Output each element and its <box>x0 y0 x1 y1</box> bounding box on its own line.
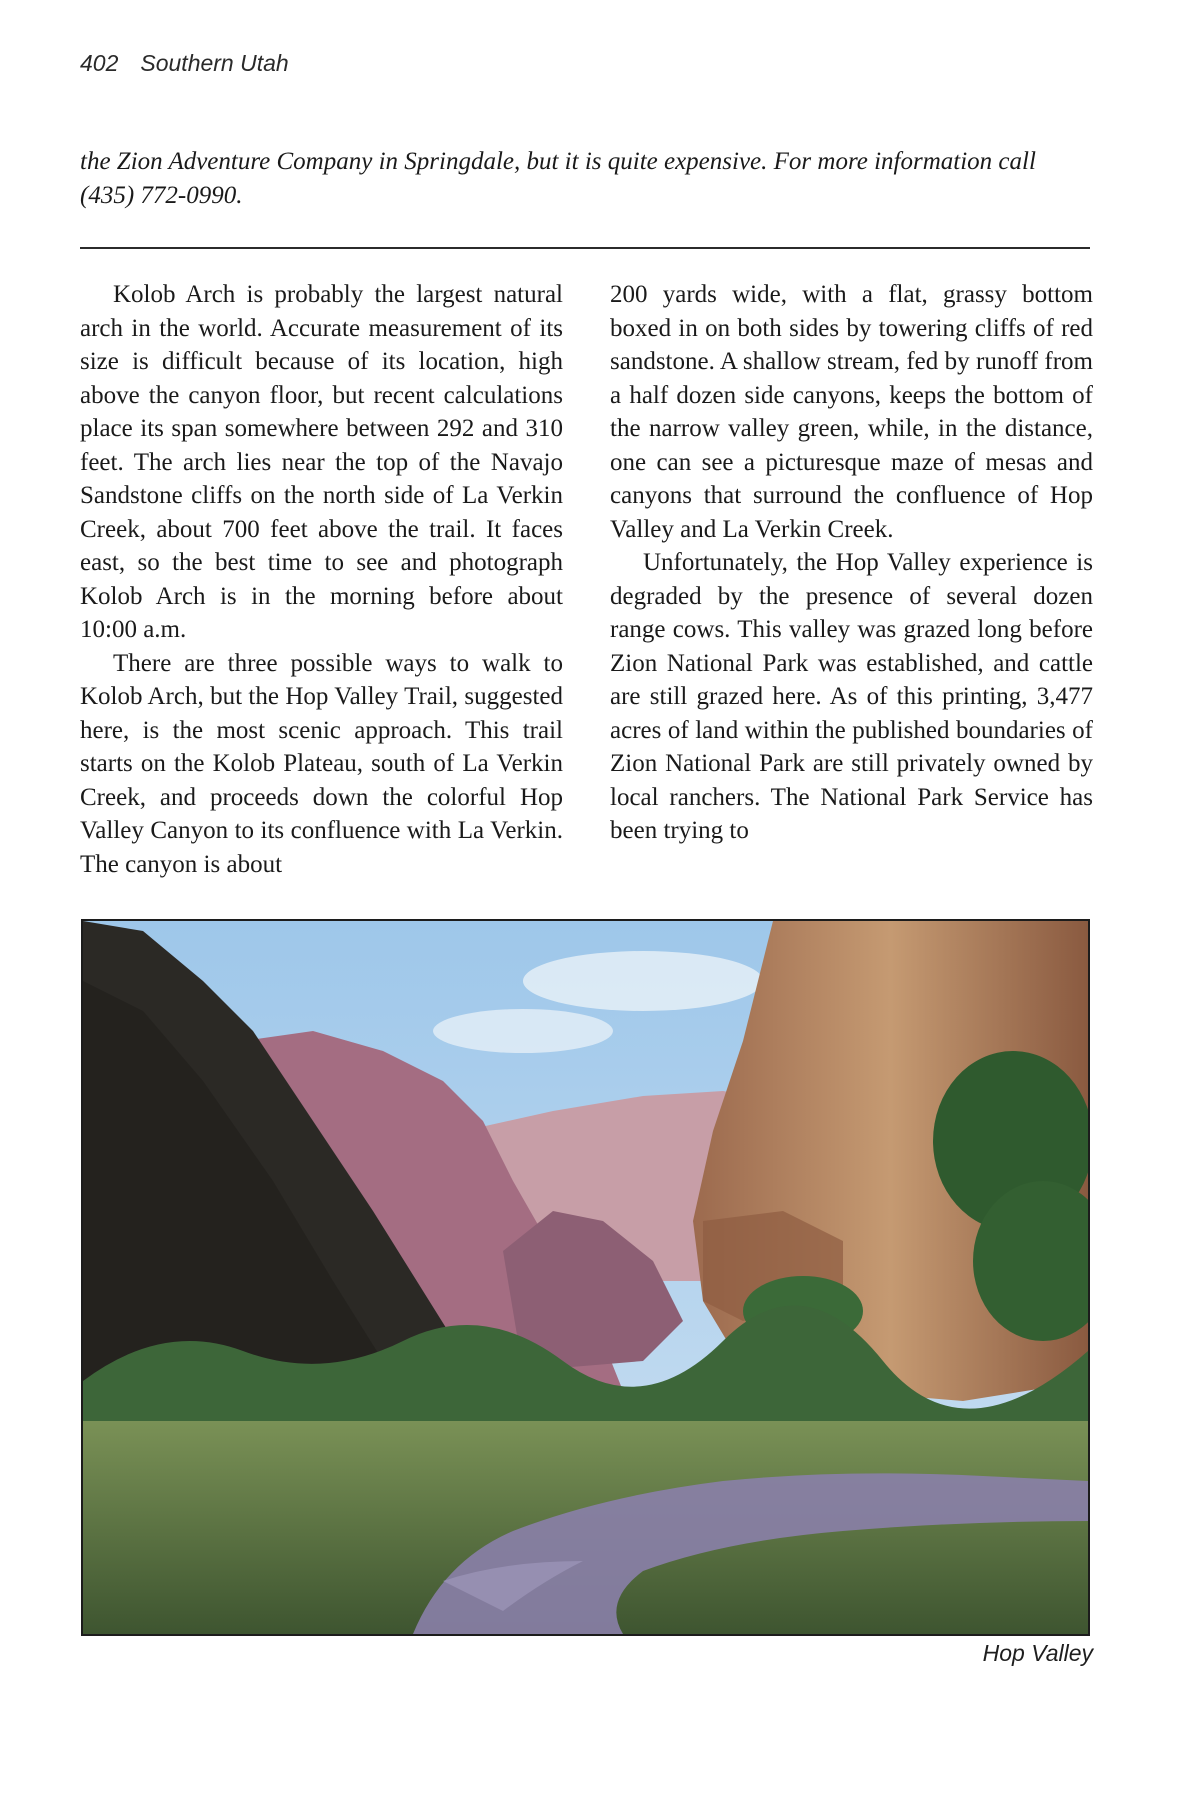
running-head <box>80 50 289 77</box>
page-number: 402 <box>80 50 119 76</box>
paragraph: 200 yards wide, with a flat, grassy bottom boxed in on both sides by towering cliffs of red sandstone. A shallow stream, fed by runoff from a half dozen side canyons, keeps the bottom of the narrow valley green, while, in the distance, one can see a picturesque maze of mesas and canyons that surround the confluence of Hop Valley and La Verkin Creek. <box>610 281 1093 543</box>
cloud <box>523 951 763 1011</box>
paragraph: Kolob Arch is probably the largest natural arch in the world. Accurate measurement of its size is difficult because of its location, high above the canyon floor, but recent calculations place its span somewhere between 292 and 310 feet. The arch lies near the top of the Navajo Sandstone cliffs on the north side of La Verkin Creek, about 700 feet above the trail. It faces east, so the best time to see and photograph Kolob Arch is in the morning before about 10:00 a.m. <box>80 281 563 643</box>
paragraph: Unfortunately, the Hop Valley experience is degraded by the presence of several dozen range cows. This valley was grazed long before Zion National Park was established, and cattle are still grazed here. As of this printing, 3,477 acres of land within the published boundaries of Zion National Park are still privately owned by local ranchers. The National Park Service has been trying to <box>610 549 1093 844</box>
running-title: Southern Utah <box>140 50 289 76</box>
right-column <box>610 278 1093 848</box>
cloud <box>433 1009 613 1053</box>
intro-paragraph: the Zion Adventure Company in Springdale, but it is quite expensive. For more information call (435) 772-0990. <box>80 148 1036 209</box>
photo-caption: Hop Valley <box>982 1640 1093 1666</box>
hop-valley-photo <box>81 919 1090 1636</box>
section-divider <box>80 247 1090 249</box>
left-column <box>80 278 563 881</box>
landscape-illustration <box>83 921 1088 1634</box>
paragraph: There are three possible ways to walk to Kolob Arch, but the Hop Valley Trail, suggested here, is the most scenic approach. This trail starts on the Kolob Plateau, south of La Verkin Creek, and proceeds down the colorful Hop Valley Canyon to its confluence with La Verkin. The canyon is about <box>80 649 563 878</box>
